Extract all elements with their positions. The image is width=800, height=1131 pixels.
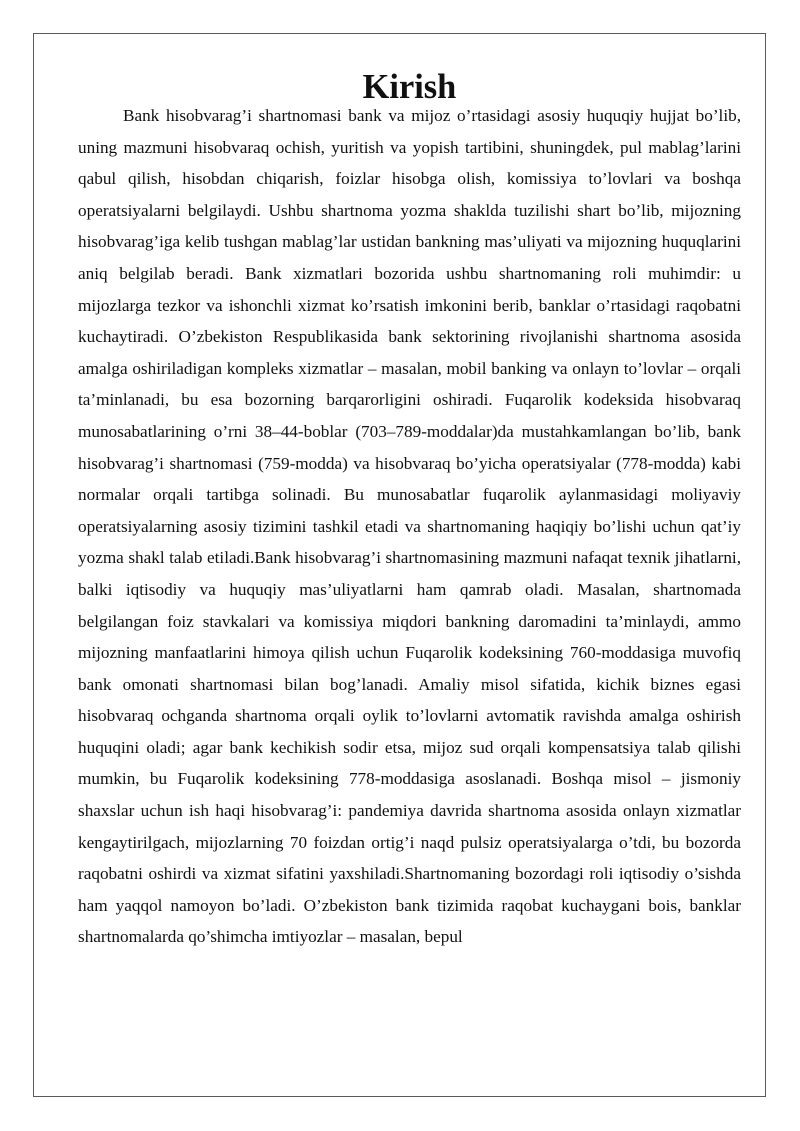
document-title: Kirish [362,68,457,106]
intro-paragraph: Bank hisobvarag’i shartnomasi bank va mijoz o’rtasidagi asosiy huquqiy hujjat bo’lib, uning mazmuni hisobvaraq ochish, yuritish va yopish tartibini, shuningdek, pul mablag’larini qabul qilish, hisobdan chiqarish, foizlar hisobga olish, komissiya to’lovlari va boshqa operatsiyalarni belgilaydi. Ushbu shartnoma yozma shaklda tuzilishi shart bo’lib, mijozning hisobvarag’iga kelib tushgan mablag’lar ustidan bankning mas’uliyati va mijozning huquqlarini aniq belgilab beradi. Bank xizmatlari bozorida ushbu shartnomaning roli muhimdir: u mijozlarga tezkor va ishonchli xizmat ko’rsatish imkonini berib, banklar o’rtasidagi raqobatni kuchaytiradi. O’zbekiston Respublikasida bank sektorining rivojlanishi shartnoma asosida amalga oshiriladigan kompleks xizmatlar – masalan, mobil banking va onlayn to’lovlar – orqali ta’minlanadi, bu esa bozorning barqarorligini oshiradi. Fuqarolik kodeksida hisobvaraq munosabatlarining o’rni 38–44-boblar (703–789-moddalar)da mustahkamlangan bo’lib, bank hisobvarag’i shartnomasi (759-modda) va hisobvaraq bo’yicha operatsiyalar (778-modda) kabi normalar orqali tartibga solinadi. Bu munosabatlar fuqarolik aylanmasidagi moliyaviy operatsiyalarning asosiy tizimini tashkil etadi va shartnomaning haqiqiy bo’lishi uchun qat’iy yozma shakl talab etiladi.Bank hisobvarag’i shartnomasining mazmuni nafaqat texnik jihatlarni, balki iqtisodiy va huquqiy mas’uliyatlarni ham qamrab oladi. Masalan, shartnomada belgilangan foiz stavkalari va komissiya miqdori bankning daromadini ta’minlaydi, ammo mijozning manfaatlarini himoya qilish uchun Fuqarolik kodeksining 760-moddasiga muvofiq bank omonati shartnomasi bilan bog’lanadi. Amaliy misol sifatida, kichik biznes egasi hisobvaraq ochganda shartnoma orqali oylik to’lovlarni avtomatik ravishda amalga oshirish huquqini oladi; agar bank kechikish sodir etsa, mijoz sud orqali kompensatsiya talab qilishi mumkin, bu Fuqarolik kodeksining 778-moddasiga asoslanadi. Boshqa misol – jismoniy shaxslar uchun ish haqi hisobvarag’i: pandemiya davrida shartnoma asosida onlayn xizmatlar kengaytirilgach, mijozlarning 70 foizdan ortig’i naqd pulsiz operatsiyalarga o’tdi, bu bozorda raqobatni oshirdi va xizmat sifatini yaxshiladi.Shartnomaning bozordagi roli iqtisodiy o’sishda ham yaqqol namoyon bo’ladi. O’zbekiston bank tizimida raqobat kuchaygani bois, banklar shartnomalarda qo’shimcha imtiyozlar – masalan, bepul [78,106,741,947]
document-body [78,68,741,953]
